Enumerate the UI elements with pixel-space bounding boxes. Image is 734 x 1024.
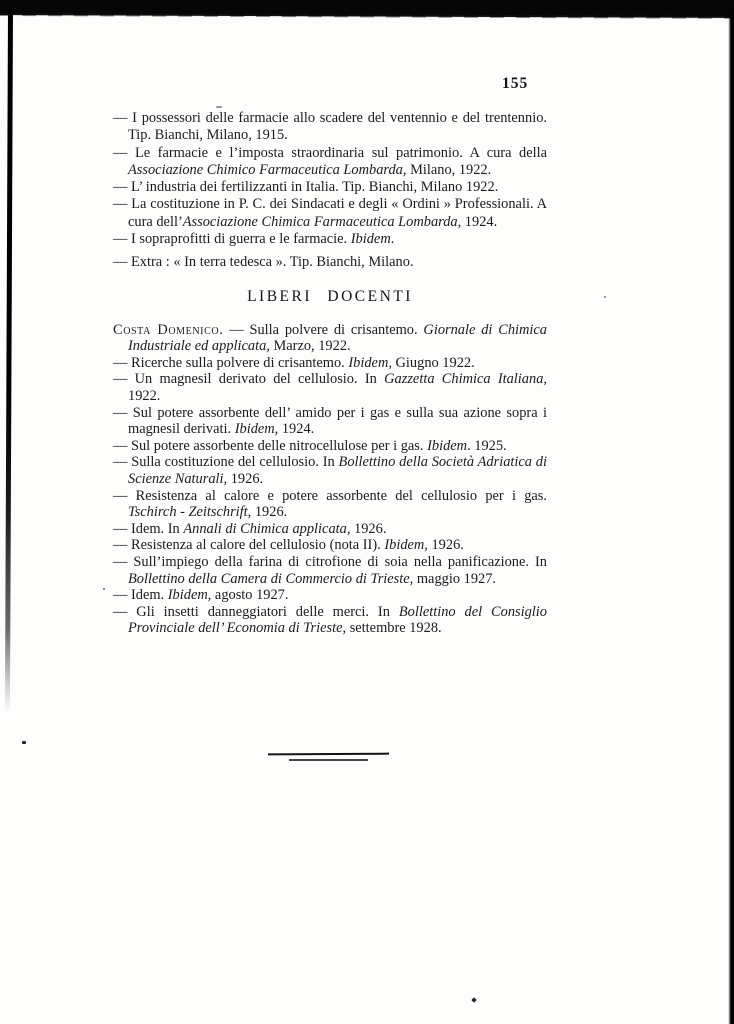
entry-text-normal: 1926. bbox=[350, 520, 387, 537]
scan-artifact-top-band bbox=[0, 0, 734, 18]
bibliography-entry bbox=[113, 604, 547, 637]
scan-artifact-left-border bbox=[5, 9, 13, 713]
text-column bbox=[113, 110, 547, 637]
section-heading: LIBERI DOCENTI bbox=[247, 287, 413, 305]
scan-speck bbox=[471, 997, 477, 1003]
entry-text-normal: agosto 1927. bbox=[211, 587, 289, 604]
entry-text-italic: Ibidem bbox=[427, 437, 468, 454]
entry-text-normal: — Resistenza al calore del cellulosio (nota II). bbox=[113, 537, 385, 554]
entry-text-italic: Bollettino della Società Adriatica di Scienze Naturali, bbox=[128, 454, 547, 488]
entry-text-normal: — I sopraprofitti di guerra e le farmacie. bbox=[113, 231, 351, 248]
entry-text-normal: 1924. bbox=[278, 421, 315, 438]
scan-speck bbox=[604, 296, 606, 298]
entry-text-normal: . bbox=[390, 231, 395, 248]
entry-text-normal: 1922. bbox=[128, 388, 161, 405]
scan-speck bbox=[103, 588, 105, 590]
bibliography-entry bbox=[113, 521, 547, 538]
entry-text-italic: Ibidem, bbox=[234, 421, 279, 438]
entry-text-normal: — Idem. In bbox=[113, 520, 184, 537]
bibliography-entry bbox=[113, 145, 547, 180]
entry-text-italic: Associazione Chimico Farmaceutica Lombarda bbox=[128, 161, 403, 178]
entry-text-normal: — Gli insetti danneggiatori delle merci. In bbox=[113, 603, 399, 620]
entry-text-normal: , Milano, 1922. bbox=[402, 161, 492, 178]
entry-text-normal: Giugno 1922. bbox=[391, 354, 475, 371]
entry-text-normal: maggio 1927. bbox=[413, 570, 497, 587]
entry-text-italic: Bollettino della Camera di Commercio di Trieste, bbox=[128, 570, 414, 587]
entry-text-normal: — Sull’impiego della farina di citrofione di soia nella panificazione. In bbox=[113, 553, 547, 570]
entry-text-normal: , 1924. bbox=[457, 213, 498, 230]
section-divider-rule-top bbox=[268, 753, 389, 756]
entry-text-italic: Annali di Chimica applicata, bbox=[183, 520, 351, 537]
bibliography-entry bbox=[113, 454, 547, 487]
entry-text-normal: — Le farmacie e l’imposta straordinaria sul patrimonio. A cura della bbox=[113, 144, 547, 161]
entry-text-italic: Bollettino del Consiglio Provinciale dell’ Economia di Trieste, bbox=[128, 603, 547, 637]
page-number: 155 bbox=[502, 75, 529, 92]
bibliography-entry bbox=[113, 554, 547, 587]
entry-text-italic: Ibidem bbox=[350, 231, 391, 248]
entry-text-normal: — Sulla costituzione del cellulosio. In bbox=[113, 454, 339, 471]
entry-text-italic: Associazione Chimica Farmaceutica Lombarda bbox=[182, 213, 458, 230]
entry-text-normal: — Resistenza al calore e potere assorbente del cellulosio per i gas. bbox=[113, 487, 547, 504]
bibliography-entry bbox=[113, 438, 547, 455]
bibliography-entry bbox=[113, 179, 547, 196]
entry-text-normal: — Ricerche sulla polvere di crisantemo. bbox=[113, 354, 349, 371]
bibliography-entry bbox=[113, 371, 547, 404]
bibliography-entry bbox=[113, 196, 547, 231]
entry-text-italic: Gazzetta Chimica Italiana, bbox=[384, 371, 547, 388]
entry-text-normal: — Sulla polvere di crisantemo. bbox=[223, 321, 424, 338]
entry-text-italic: Giornale di Chimica Industriale ed applicata, bbox=[128, 321, 547, 355]
entry-text-italic: Ibidem, bbox=[348, 354, 392, 371]
scan-artifact-right-border bbox=[728, 8, 734, 1024]
entry-text-normal: — Extra : « In terra tedesca ». Tip. Bianchi, Milano. bbox=[113, 254, 414, 271]
entry-text-normal: — Sul potere assorbente dell’ amido per i gas e sulla sua azione sopra i magnesil derivati. bbox=[113, 404, 547, 438]
bibliography-entry bbox=[113, 254, 547, 271]
bibliography-entry bbox=[113, 110, 547, 145]
bibliography-entry bbox=[113, 488, 547, 521]
entry-text-normal: — Un magnesil derivato del cellulosio. In bbox=[113, 371, 385, 388]
entry-text-normal: Marzo, 1922. bbox=[269, 338, 351, 355]
entry-text-italic: Ibidem, bbox=[384, 537, 428, 554]
bibliography-list-continued bbox=[113, 110, 547, 272]
bibliography-entry bbox=[113, 355, 547, 372]
bibliography-list-liberi-docenti bbox=[113, 322, 547, 637]
bibliography-entry bbox=[113, 231, 547, 248]
entry-text-normal: — Idem. bbox=[113, 587, 168, 604]
scan-speck bbox=[216, 106, 222, 108]
bibliography-entry bbox=[113, 322, 547, 355]
entry-text-normal: 1926. bbox=[427, 537, 464, 554]
bibliography-entry bbox=[113, 405, 547, 438]
entry-text-smallcaps: Costa Domenico. bbox=[113, 321, 224, 338]
entry-text-normal: — La costituzione in P. C. dei Sindacati e degli « Ordini » Professionali. A cura dell’ bbox=[113, 196, 547, 230]
entry-text-normal: . 1925. bbox=[467, 437, 507, 454]
entry-text-normal: — Sul potere assorbente delle nitrocellulose per i gas. bbox=[113, 437, 428, 454]
entry-text-normal: — I possessori delle farmacie allo scadere del ventennio e del trentennio. Tip. Bianchi, Milano, 1915. bbox=[113, 110, 547, 144]
bibliography-entry bbox=[113, 537, 547, 554]
scan-speck bbox=[22, 741, 26, 744]
entry-text-normal: 1926. bbox=[251, 504, 288, 521]
section-divider-rule-bottom bbox=[289, 759, 368, 761]
entry-text-normal: 1926. bbox=[227, 471, 264, 488]
bibliography-entry bbox=[113, 587, 547, 604]
entry-text-italic: Ibidem, bbox=[167, 587, 212, 604]
entry-text-normal: settembre 1928. bbox=[346, 620, 442, 637]
entry-text-normal: — L’ industria dei fertilizzanti in Italia. Tip. Bianchi, Milano 1922. bbox=[113, 179, 499, 196]
entry-text-italic: Tschirch - Zeitschrift, bbox=[128, 504, 252, 521]
